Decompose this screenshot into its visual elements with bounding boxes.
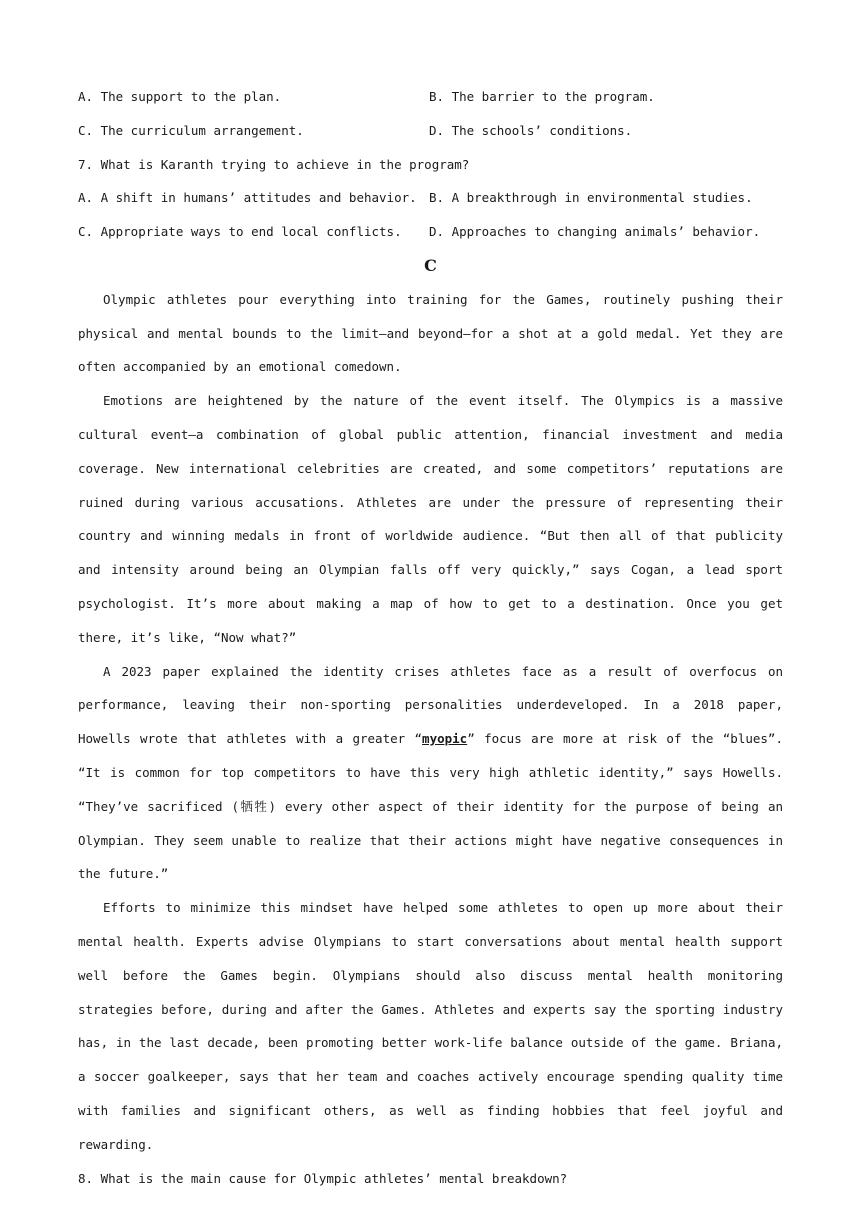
q7-option-b: B. A breakthrough in environmental studies. bbox=[429, 190, 753, 206]
q6-option-c: C. The curriculum arrangement. bbox=[78, 122, 304, 138]
q7-options-row-2 bbox=[78, 215, 783, 249]
q6-option-d: D. The schools’ conditions. bbox=[429, 122, 633, 138]
question-8: 8. What is the main cause for Olympic athletes’ mental breakdown? bbox=[78, 1170, 568, 1186]
question-7: 7. What is Karanth trying to achieve in the program? bbox=[78, 156, 470, 172]
q6-options-row-1 bbox=[78, 80, 783, 114]
q7-option-d: D. Approaches to changing animals’ behavior. bbox=[429, 224, 761, 240]
q6-option-a: A. The support to the plan. bbox=[78, 89, 282, 104]
paragraph-3 bbox=[78, 655, 783, 892]
paragraph-3-text-end: ” focus are more at risk of the “blues”. “It is common for top competitors to have this very high athletic identity,” says Howells. “They’ve sacrificed (牺牲) every other aspect of their identity for the purpose of being an Olympian. They seem unable to realize that their actions might have negative consequences in the future.” bbox=[78, 731, 783, 882]
q6-option-b: B. The barrier to the program. bbox=[429, 89, 655, 104]
paragraph-4: Efforts to minimize this mindset have helped some athletes to open up more about their mental health. Experts advise Olympians to start conversations about mental health support well before the Games begin. Olympians should also discuss mental health monitoring strategies before, during and after the Games. Athletes and experts say the sporting industry has, in the last decade, been promoting better work-life balance outside of the game. Briana, a soccer goalkeeper, says that her team and coaches actively encourage spending quality time with families and significant others, as well as finding hobbies that feel joyful and rewarding. bbox=[78, 900, 783, 1152]
paragraph-1: Olympic athletes pour everything into training for the Games, routinely pushing their physical and mental bounds to the limit—and beyond—for a shot at a gold medal. Yet they are often accompanied by an emotional comedown. bbox=[78, 291, 783, 375]
q7-option-c: C. Appropriate ways to end local conflicts. bbox=[78, 224, 402, 240]
document-page bbox=[78, 80, 783, 1195]
paragraph-2: Emotions are heightened by the nature of the event itself. The Olympics is a massive cultural event—a combination of global public attention, financial investment and media coverage. New international celebrities are created, and some competitors’ reputations are ruined during various accusations. Athletes are under the pressure of representing their country and winning medals in front of worldwide audience. “But then all of that publicity and intensity around being an Olympian falls off very quickly,” says Cogan, a lead sport psychologist. It’s more about making a map of how to get to a destination. Once you get there, it’s like, “Now what?” bbox=[78, 393, 783, 645]
q7-options-row-1 bbox=[78, 181, 783, 215]
q6-options-row-2 bbox=[78, 114, 783, 148]
q7-option-a: A. A shift in humans’ attitudes and behavior. bbox=[78, 190, 417, 206]
section-title: C bbox=[424, 255, 437, 275]
underlined-word-myopic: myopic bbox=[422, 731, 468, 747]
paragraph-3-text-start: A 2023 paper explained the identity crises athletes face as a result of overfocus on performance, leaving their non-sporting personalities underdeveloped. In a 2018 paper, Howells wrote that athletes with a greater “ bbox=[78, 663, 783, 747]
